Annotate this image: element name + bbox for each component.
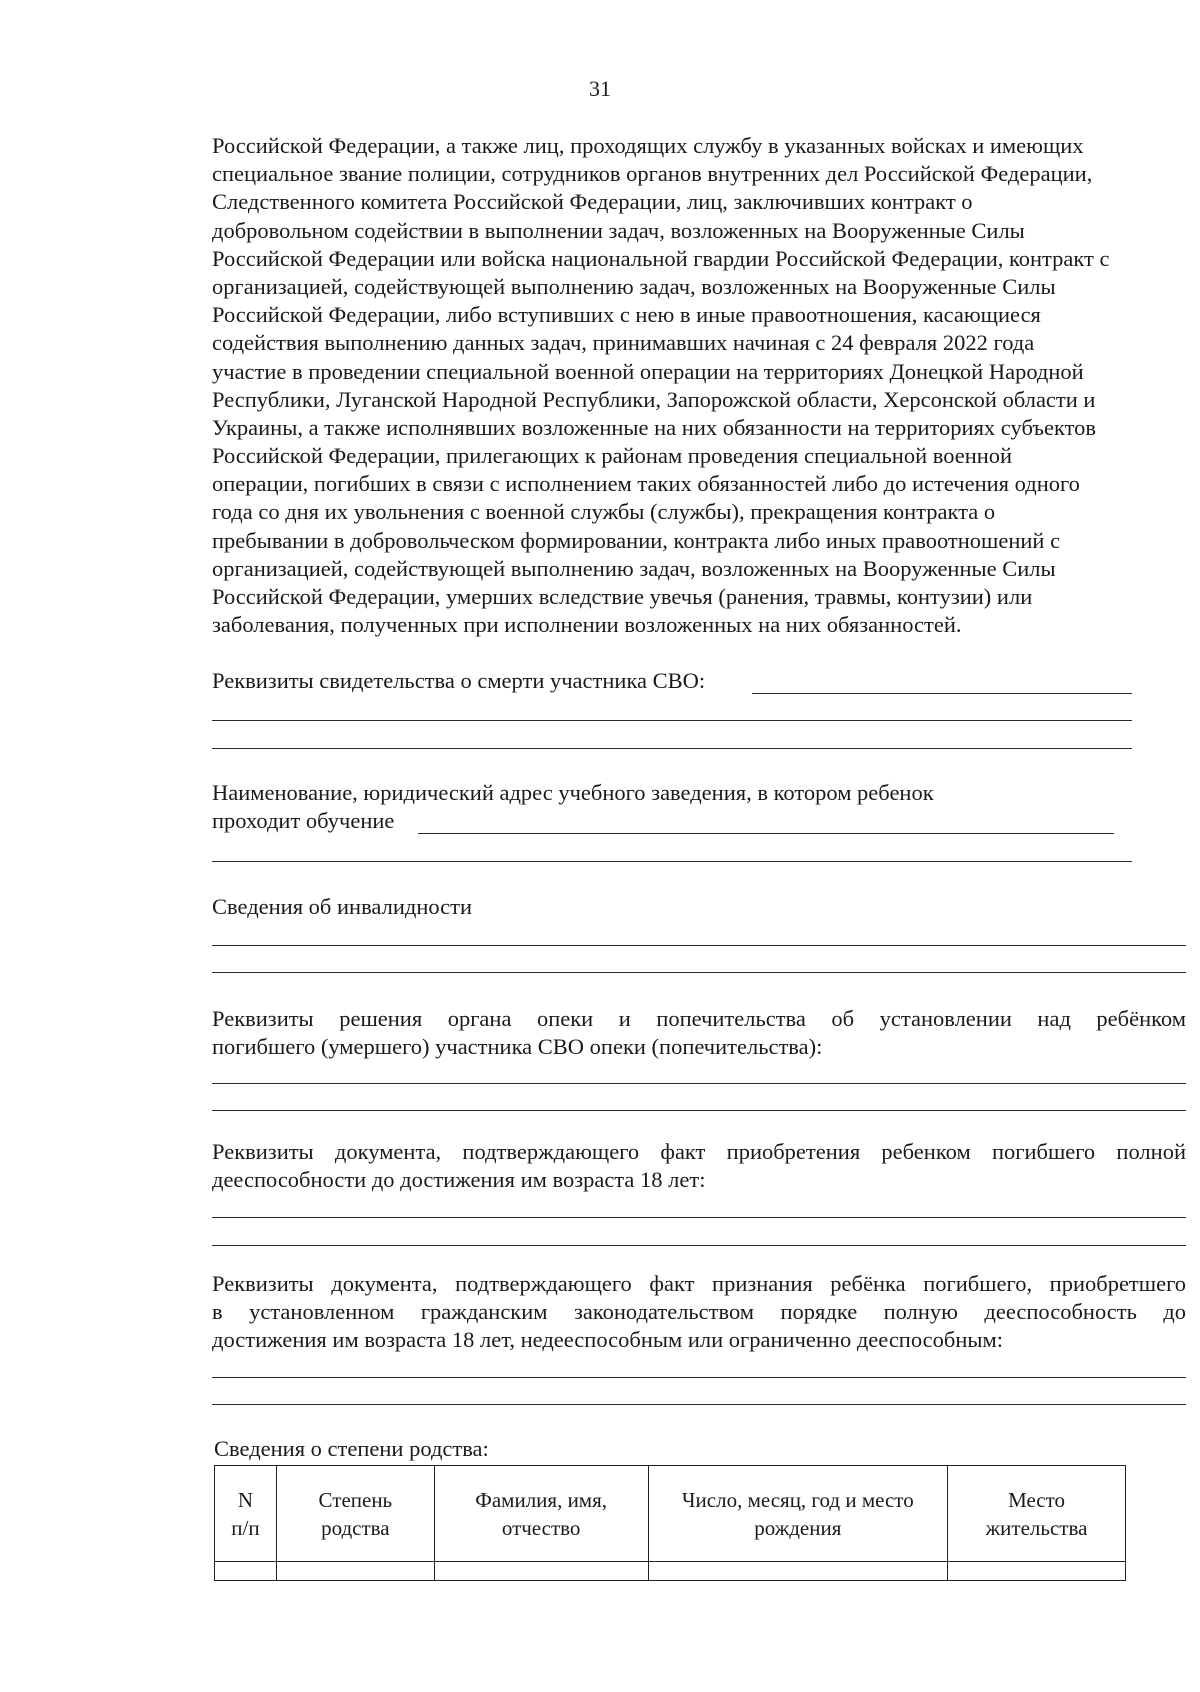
paragraph-line: Российской Федерации, прилегающих к районам проведения специальной военной (212, 443, 1013, 469)
page-number: 31 (589, 76, 611, 101)
paragraph-line: Российской Федерации, а также лиц, проходящих службу в указанных войсках и имеющих (212, 133, 1084, 158)
kinship-table (214, 1465, 1126, 1581)
column-header-line: Фамилия, имя, (475, 1487, 608, 1512)
paragraph-line: организацией, содействующей выполнению задач, возложенных на Вооруженные Силы (212, 273, 1056, 299)
death-certificate-fill-line[interactable] (212, 748, 1132, 749)
paragraph-line: года со дня их увольнения с военной службы (службы), прекращения контракта о (212, 499, 996, 525)
column-header-line: родства (321, 1515, 390, 1540)
table-cell[interactable] (948, 1562, 1126, 1581)
paragraph-line: пребывании в добровольческом формировании, контракта либо иных правоотношений с (212, 527, 1061, 553)
death-certificate-label: Реквизиты свидетельства о смерти участника СВО: (212, 668, 706, 693)
column-header-line: отчество (501, 1515, 581, 1540)
table-cell[interactable] (215, 1562, 277, 1581)
column-header-birth (648, 1466, 948, 1562)
column-header-line: Место (1008, 1487, 1066, 1512)
legal-capacity-label: дееспособности до достижения им возраста 18 лет: (212, 1167, 706, 1192)
incapacity-label: достижения им возраста 18 лет, недееспособным или ограниченно дееспособным: (212, 1327, 1003, 1352)
disability-fill-line[interactable] (212, 972, 1186, 973)
paragraph-line: Российской Федерации, умерших вследствие увечья (ранения, травмы, контузии) или (212, 584, 1033, 609)
paragraph-line: Следственного комитета Российской Федерации, лиц, заключивших контракт о (212, 189, 973, 215)
paragraph-line: Республики, Луганской Народной Республики, Запорожской области, Херсонской области и (212, 386, 1096, 412)
column-header-line: рождения (754, 1515, 842, 1540)
intro-paragraph (212, 132, 1200, 639)
paragraph-line: организацией, содействующей выполнению задач, возложенных на Вооруженные Силы (212, 555, 1056, 581)
column-header-line: Число, месяц, год и место (681, 1487, 914, 1512)
table-cell[interactable] (434, 1562, 648, 1581)
table-row (215, 1562, 1126, 1581)
incapacity-label: в установленном гражданским законодательством порядке полную дееспособность до (212, 1299, 1186, 1324)
death-certificate-fill-line[interactable] (212, 720, 1132, 721)
school-fill-line[interactable] (418, 833, 1114, 834)
school-fill-line[interactable] (212, 861, 1132, 862)
column-header-line: Степень (318, 1487, 393, 1512)
disability-fill-line[interactable] (212, 945, 1186, 946)
column-header-full-name (434, 1466, 648, 1562)
column-header-line: п/п (231, 1515, 260, 1540)
column-header-relation (276, 1466, 434, 1562)
paragraph-line: Российской Федерации или войска национальной гвардии Российской Федерации, контракт с (212, 245, 1110, 271)
kinship-title: Сведения о степени родства: (214, 1436, 489, 1461)
paragraph-line: операции, погибших в связи с исполнением таких обязанностей либо до истечения одного (212, 471, 1080, 497)
school-label: проходит обучение (212, 808, 395, 833)
kinship-header-row (215, 1466, 1126, 1562)
column-header-line: N (237, 1487, 254, 1512)
table-cell[interactable] (276, 1562, 434, 1581)
column-header-line: жительства (985, 1515, 1088, 1540)
paragraph-line: добровольном содействии в выполнении задач, возложенных на Вооруженные Силы (212, 217, 1025, 243)
legal-capacity-label: Реквизиты документа, подтверждающего факт приобретения ребенком погибшего полной (212, 1139, 1186, 1164)
guardianship-label: погибшего (умершего) участника СВО опеки (попечительства): (212, 1034, 823, 1059)
incapacity-fill-line[interactable] (212, 1377, 1186, 1378)
paragraph-line: Российской Федерации, либо вступивших с нею в иные правоотношения, касающиеся (212, 302, 1041, 328)
guardianship-fill-line[interactable] (212, 1083, 1186, 1084)
paragraph-line: участие в проведении специальной военной операции на территориях Донецкой Народной (212, 358, 1084, 384)
disability-label: Сведения об инвалидности (212, 894, 473, 919)
death-certificate-fill-line[interactable] (752, 693, 1132, 694)
school-label: Наименование, юридический адрес учебного заведения, в котором ребенок (212, 780, 934, 805)
incapacity-label: Реквизиты документа, подтверждающего факт признания ребёнка погибшего, приобретшего (212, 1271, 1186, 1296)
paragraph-line: содействия выполнению данных задач, принимавших начиная с 24 февраля 2022 года (212, 330, 1035, 356)
guardianship-label: Реквизиты решения органа опеки и попечительства об установлении над ребёнком (212, 1006, 1186, 1031)
paragraph-line: специальное звание полиции, сотрудников органов внутренних дел Российской Федерации, (212, 161, 1093, 187)
legal-capacity-fill-line[interactable] (212, 1217, 1186, 1218)
guardianship-fill-line[interactable] (212, 1110, 1186, 1111)
paragraph-line: Украины, а также исполнявших возложенные на них обязанности на территориях субъектов (212, 414, 1097, 440)
incapacity-fill-line[interactable] (212, 1404, 1186, 1405)
column-header-residence (948, 1466, 1126, 1562)
column-header-number (215, 1466, 277, 1562)
table-cell[interactable] (648, 1562, 948, 1581)
legal-capacity-fill-line[interactable] (212, 1245, 1186, 1246)
paragraph-line: заболевания, полученных при исполнении возложенных на них обязанностей. (212, 612, 962, 638)
